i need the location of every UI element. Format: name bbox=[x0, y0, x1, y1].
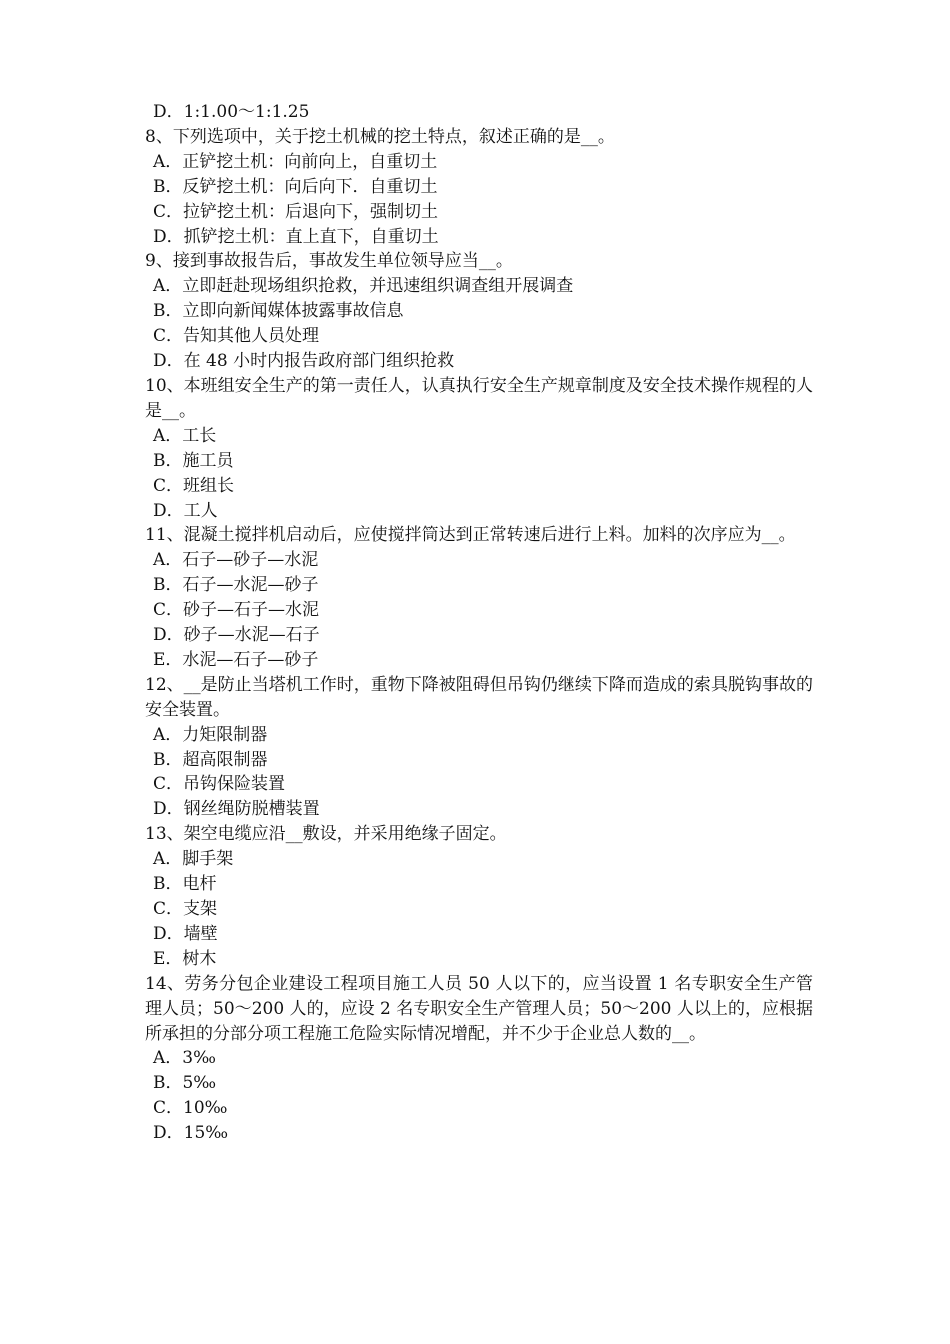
question-text: 8、下列选项中，关于挖土机械的挖土特点，叙述正确的是__。 bbox=[145, 126, 615, 147]
option-item: A．脚手架 bbox=[153, 849, 234, 870]
question-text: 13、架空电缆应沿__敷设，并采用绝缘子固定。 bbox=[145, 824, 507, 845]
option-item: D．抓铲挖土机：直上直下，自重切土 bbox=[153, 226, 439, 247]
option-item: B．电杆 bbox=[153, 874, 217, 895]
option-item: D．钢丝绳防脱槽装置 bbox=[153, 799, 320, 820]
option-item: B．超高限制器 bbox=[153, 749, 268, 770]
question-text: 10、本班组安全生产的第一责任人，认真执行安全生产规章制度及安全技术操作规程的人是__。 bbox=[145, 375, 813, 421]
option-item: E．水泥—石子—砂子 bbox=[153, 649, 319, 670]
option-item: A．立即赶赴现场组织抢救，并迅速组织调查组开展调查 bbox=[153, 276, 574, 297]
option-item: A．3‰ bbox=[153, 1048, 216, 1069]
question-text: 12、__是防止当塔机工作时，重物下降被阻碍但吊钩仍继续下降而造成的索具脱钩事故的安全装置。 bbox=[145, 674, 813, 720]
option-item: D．砂子—水泥—石子 bbox=[153, 625, 320, 646]
option-item: A．正铲挖土机：向前向上，自重切土 bbox=[153, 151, 438, 172]
option-item: A．石子—砂子—水泥 bbox=[153, 550, 319, 571]
exam-content bbox=[145, 100, 813, 1146]
option-item: B．施工员 bbox=[153, 450, 234, 471]
question-text: 9、接到事故报告后，事故发生单位领导应当__。 bbox=[145, 251, 513, 272]
option-item: D．1:1.00～1:1.25 bbox=[153, 102, 310, 122]
option-item: B．反铲挖土机：向后向下．自重切土 bbox=[153, 176, 438, 197]
option-item: B．立即向新闻媒体披露事故信息 bbox=[153, 301, 404, 322]
option-item: C．拉铲挖土机：后退向下，强制切土 bbox=[153, 201, 439, 222]
option-item: B．石子—水泥—砂子 bbox=[153, 575, 319, 596]
option-item: C．告知其他人员处理 bbox=[153, 326, 320, 347]
option-item: C．支架 bbox=[153, 899, 218, 919]
question-text: 11、混凝土搅拌机启动后，应使搅拌筒达到正常转速后进行上料。加料的次序应为__。 bbox=[145, 525, 796, 546]
option-item: E．树木 bbox=[153, 948, 217, 969]
option-item: A．工长 bbox=[153, 425, 217, 446]
option-item: C．砂子—石子—水泥 bbox=[153, 600, 320, 621]
question-text: 14、劳务分包企业建设工程项目施工人员 50 人以下的，应当设置 1 名专职安全生产管理人员；50～200 人的，应设 2 名专职安全生产管理人员；50～200 人以上的，应根据所承担的分部分项工程施工危险实际情况增配，并不少于企业总人数的__。 bbox=[145, 973, 813, 1044]
option-item: D．墙壁 bbox=[153, 923, 218, 944]
option-item: C．10‰ bbox=[153, 1098, 228, 1119]
option-item: B．5‰ bbox=[153, 1073, 217, 1094]
option-item: C．班组长 bbox=[153, 475, 235, 496]
option-item: C．吊钩保险装置 bbox=[153, 774, 286, 795]
option-item: D．15‰ bbox=[153, 1123, 229, 1144]
option-item: A．力矩限制器 bbox=[153, 724, 268, 745]
option-item: D．在 48 小时内报告政府部门组织抢救 bbox=[153, 351, 455, 372]
option-item: D．工人 bbox=[153, 500, 218, 521]
